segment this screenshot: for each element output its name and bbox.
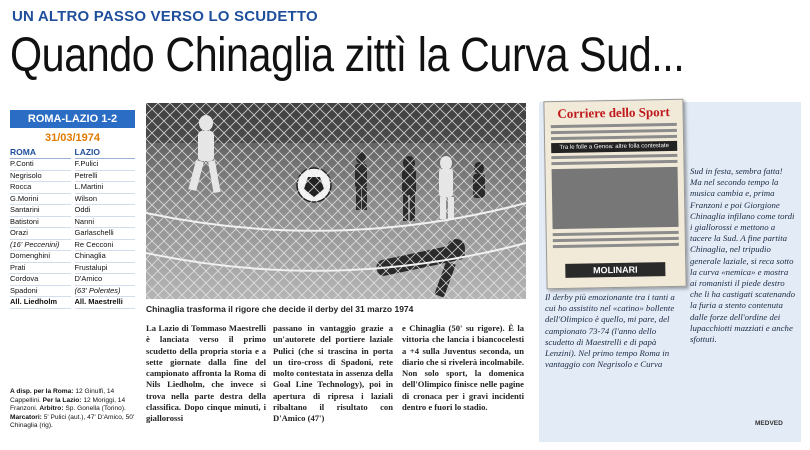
author-signature: MEDVED [755, 420, 783, 427]
info-value: 5' Pulici (aut.), 47' D'Amico, 50' Chinaglia (rig). [10, 413, 135, 429]
lazio-lineup [75, 147, 136, 309]
goal-net-image [146, 103, 526, 299]
info-value: 12 Ginulfi, 14 Cappellini. [10, 388, 115, 404]
player: Chinaglia [75, 251, 136, 263]
clipping-banner: Tra le folle a Genoa: altre folla contestate [551, 141, 677, 153]
player: Frustalupi [75, 263, 136, 275]
match-date: 31/03/1974 [44, 132, 101, 144]
kicker: UN ALTRO PASSO VERSO LO SCUDETTO [12, 8, 318, 25]
article-column-3: e Chinaglia (50' su rigore). È la vittoria che lancia i biancocelesti a +4 sulla Juventus seconda, un diario che si rivelerà incolmabile. Non solo sport, la domenica dell'Olimpico finisce nelle pagine di cronaca per i gravi incidenti dentro e fuori lo stadio. [402, 323, 524, 413]
info-label: Marcatori: [10, 413, 42, 421]
player: D'Amico [75, 274, 136, 286]
player: L.Martini [75, 182, 136, 194]
player: Cordova [10, 274, 71, 286]
clipping-photo [552, 167, 679, 229]
player: Santarini [10, 205, 71, 217]
lineup-box [10, 110, 135, 309]
info-label: A disp. per la Roma: [10, 388, 74, 395]
player: Prati [10, 263, 71, 275]
article-column-1: La Lazio di Tommaso Maestrelli è lanciata verso il primo scudetto della propria storia e a sette giornate dalla fine del campionato affronta la Roma di Nils Liedholm, che invece si trova nella parte destra della classifica. Dopo cinque minuti, i giallorossi [146, 323, 266, 424]
player: Oddi [75, 205, 136, 217]
headline: Quando Chinaglia zittì la Curva Sud... [10, 29, 685, 82]
coach: All. Liedholm [10, 297, 71, 309]
team-name: ROMA [10, 147, 71, 159]
newspaper-clipping [543, 99, 686, 289]
match-info [10, 388, 140, 431]
clipping-ad: MOLINARI [565, 262, 665, 278]
player: Spadoni [10, 286, 71, 298]
photo-caption: Chinaglia trasforma il rigore che decide il derby del 31 marzo 1974 [146, 304, 414, 314]
player: Wilson [75, 194, 136, 206]
substitution: (63' Polentes) [75, 286, 136, 298]
clipping-masthead: Corriere dello Sport [557, 104, 670, 121]
info-value: Sp. Gonella (Torino). [65, 405, 126, 412]
coach: All. Maestrelli [75, 297, 136, 309]
player: Orazi [10, 228, 71, 240]
match-score: ROMA-LAZIO 1-2 [10, 110, 135, 128]
player: Re Cecconi [75, 240, 136, 252]
article-column-2: passano in vantaggio grazie a un'autorete del portiere laziale Pulici (che si trascina in porta un tiro-cross di Spadoni, rete molto contestata in assenza della Goal Line Technology), poi in apertura di ripresa i laziali ribaltano il risultato con D'Amico (47') [273, 323, 393, 424]
match-photo [146, 103, 526, 299]
roma-lineup [10, 147, 71, 309]
sidebar-text-right: Sud in festa, sembra fatta! Ma nel secondo tempo la musica cambia e, prima Franzoni e poi Giorgione Chinaglia infilano come tordi i giallorossi e mettono a tacere la Sud. A fine partita Chinaglia, nel tripudio generale laziale, si reca sotto la curva «nemica» e mostra ai romanisti il piede destro che li ha castigati scatenando la furia a stento contenuta dalle forze dell'ordine dei lupacchiotti mazziati e anche sfottuti. [690, 166, 796, 345]
info-value: 12 Moriggi, 14 Franzoni. [10, 396, 126, 412]
info-label: Arbitro: [39, 405, 64, 412]
info-label: Per la Lazio: [42, 396, 82, 404]
player: Nanni [75, 217, 136, 229]
team-name: LAZIO [75, 147, 136, 159]
player: P.Conti [10, 159, 71, 171]
player: F.Pulici [75, 159, 136, 171]
player: Negrisolo [10, 171, 71, 183]
player: Domenghini [10, 251, 71, 263]
player: Rocca [10, 182, 71, 194]
player: Petrelli [75, 171, 136, 183]
player: Batistoni [10, 217, 71, 229]
substitution: (16' Peccenini) [10, 240, 71, 252]
sidebar-text-left: Il derby più emozionante tra i tanti a cui ho assistito nel «catino» bollente dell'Olimpico è quello, mi pare, del campionato 73-74 (l'anno dello scudetto di Maestrelli e di papà Lenzini). Nel primo tempo Roma in vantaggio con Negrisolo e Curva [545, 292, 675, 370]
player: G.Morini [10, 194, 71, 206]
player: Garlaschelli [75, 228, 136, 240]
